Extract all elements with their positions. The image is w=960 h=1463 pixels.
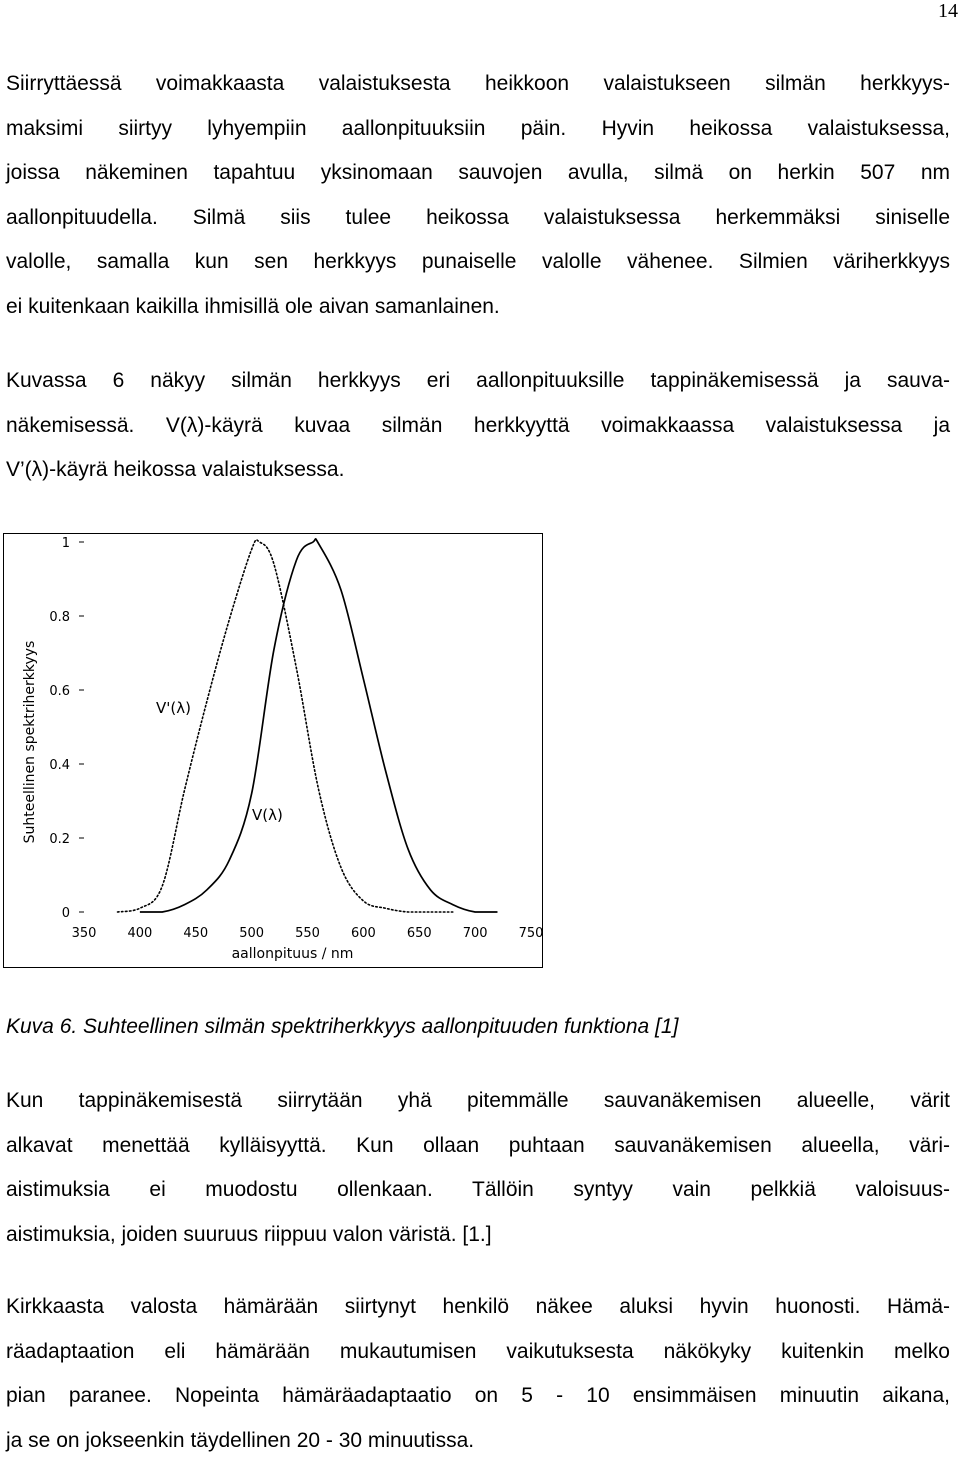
y-axis-title: Suhteellinen spektriherkkyys <box>22 641 38 844</box>
text-line: aistimuksia, joiden suuruus riippuu valon väristä. [1.] <box>6 1213 950 1258</box>
x-tick-label: 750 <box>519 926 544 941</box>
x-tick-label: 650 <box>407 926 432 941</box>
y-tick-label: 0 <box>62 906 70 921</box>
x-tick-label: 600 <box>351 926 376 941</box>
y-tick-label: 0.2 <box>49 832 70 847</box>
sensitivity-chart <box>4 534 544 969</box>
text-line: Kirkkaasta valosta hämärään siirtynyt henkilö näkee aluksi hyvin huonosti. Hämä- <box>6 1285 950 1330</box>
paragraph-3 <box>6 1079 950 1257</box>
text-line: pian paranee. Nopeinta hämäräadaptaatio on 5 - 10 ensimmäisen minuutin aikana, <box>6 1374 950 1419</box>
text-line: aallonpituudella. Silmä siis tulee heikossa valaistuksessa herkemmäksi siniselle <box>6 196 950 241</box>
text-line: Kuvassa 6 näkyy silmän herkkyys eri aallonpituuksille tappinäkemisessä ja sauva- <box>6 359 950 404</box>
page-number: 14 <box>938 0 958 23</box>
x-tick-label: 450 <box>183 926 208 941</box>
x-axis-title: aallonpituus / nm <box>232 946 354 962</box>
y-tick-label: 0.8 <box>49 610 70 625</box>
text-line: aistimuksia ei muodostu ollenkaan. Tällöin syntyy vain pelkkiä valoisuus- <box>6 1168 950 1213</box>
curve-label-v-prime-lambda: V'(λ) <box>156 699 191 717</box>
figure-spectral-sensitivity <box>3 533 543 968</box>
text-line: ei kuitenkaan kaikilla ihmisillä ole aivan samanlainen. <box>6 285 950 330</box>
text-line: V’(λ)-käyrä heikossa valaistuksessa. <box>6 448 950 493</box>
text-line: maksimi siirtyy lyhyempiin aallonpituuksiin päin. Hyvin heikossa valaistuksessa, <box>6 107 950 152</box>
photopic-curve-v-lambda <box>140 539 498 912</box>
text-line: ja se on jokseenkin täydellinen 20 - 30 minuutissa. <box>6 1419 950 1463</box>
x-tick-label: 400 <box>127 926 152 941</box>
text-line: valolle, samalla kun sen herkkyys punaiselle valolle vähenee. Silmien väriherkkyys <box>6 240 950 285</box>
text-line: alkavat menettää kylläisyyttä. Kun ollaan puhtaan sauvanäkemisen alueella, väri- <box>6 1124 950 1169</box>
y-tick-label: 0.4 <box>49 758 70 773</box>
text-line: joissa näkeminen tapahtuu yksinomaan sauvojen avulla, silmä on herkin 507 nm <box>6 151 950 196</box>
x-tick-label: 550 <box>295 926 320 941</box>
text-line: räadaptaation eli hämärään mukautumisen vaikutuksesta näkökyky kuitenkin melko <box>6 1330 950 1375</box>
text-line: näkemisessä. V(λ)-käyrä kuvaa silmän herkkyyttä voimakkaassa valaistuksessa ja <box>6 404 950 449</box>
paragraph-2 <box>6 359 950 493</box>
text-line: Siirryttäessä voimakkaasta valaistuksesta heikkoon valaistukseen silmän herkkyys- <box>6 62 950 107</box>
paragraph-4 <box>6 1285 950 1463</box>
text-line: Kun tappinäkemisestä siirrytään yhä pitemmälle sauvanäkemisen alueelle, värit <box>6 1079 950 1124</box>
x-tick-label: 700 <box>463 926 488 941</box>
curve-label-v-lambda: V(λ) <box>252 806 283 824</box>
x-tick-label: 350 <box>72 926 97 941</box>
y-tick-label: 0.6 <box>49 684 70 699</box>
paragraph-1 <box>6 62 950 329</box>
figure-caption: Kuva 6. Suhteellinen silmän spektriherkkyys aallonpituuden funktiona [1] <box>6 1005 678 1049</box>
x-tick-label: 500 <box>239 926 264 941</box>
y-tick-label: 1 <box>62 536 70 551</box>
